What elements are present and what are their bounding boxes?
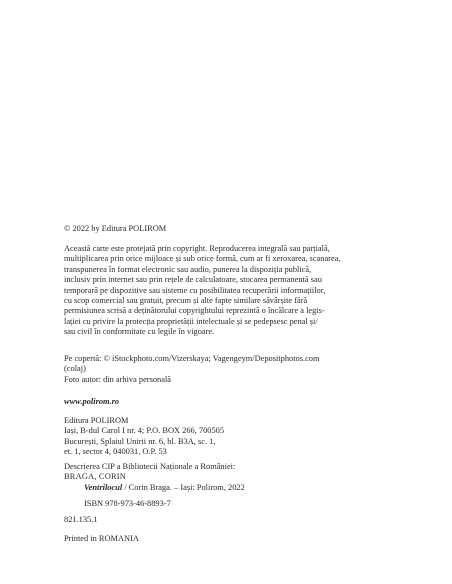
printed-in <box>64 534 388 544</box>
publisher-name: Editura POLIROM <box>64 416 129 425</box>
cip-title-rest: / Corin Braga. – Iași: Polirom, 2022 <box>122 482 245 492</box>
address-line: Iași, B-dul Carol I nr. 4; P.O. BOX 266, 700505 <box>64 426 225 436</box>
rights-line: multiplicarea prin orice mijloace și sub orice formă, cum ar fi xeroxarea, scanarea, <box>64 254 341 264</box>
rights-line: sau civil în conformitate cu legile în vigoare. <box>64 327 215 337</box>
cip-isbn: ISBN 978-973-46-8893-7 <box>84 499 171 509</box>
classification <box>64 515 388 525</box>
cover-credit-line: Pe copertă: © iStockphoto.com/Vizerskaya; Vagengeym/Depositphotos.com <box>64 354 320 363</box>
rights-line: permisiunea scrisă a deținătorului copyrightului reprezintă o încălcare a legis- <box>64 306 325 316</box>
address-line: et. 1, sector 4, 040031, O.P. 53 <box>64 447 167 457</box>
cip-title: Ventrilocul <box>84 482 123 492</box>
website-link: www.polirom.ro <box>64 397 120 406</box>
cover-credit <box>64 354 388 385</box>
cover-credit-line: (colaj) <box>64 364 86 374</box>
printed-in-text: Printed in ROMANIA <box>64 534 139 543</box>
author-photo-credit: Foto autor: din arhiva personală <box>64 374 171 384</box>
classification-code: 821.135.1 <box>64 515 98 524</box>
publisher-address <box>64 416 388 458</box>
rights-line: inclusiv prin internet sau prin rețele de calculatoare, stocarea permanentă sau <box>64 275 322 285</box>
rights-line: cu scop comercial sau gratuit, precum și alte fapte similare săvârșite fără <box>64 296 308 306</box>
rights-line: temporară pe dispozitive sau sisteme cu posibilitatea recuperării informațiilor, <box>64 285 326 295</box>
copyright-line <box>64 224 388 234</box>
copyright-text: © 2022 by Editura POLIROM <box>64 224 167 233</box>
address-line: București, Splaiul Unirii nr. 6, bl. B3A, sc. 1, <box>64 436 216 446</box>
cip-title-line <box>64 483 388 493</box>
website <box>64 397 388 407</box>
rights-line: Această carte este protejată prin copyright. Reproducerea integrală sau parțială, <box>64 244 330 253</box>
rights-line: transpunerea în format electronic sau audio, punerea la dispoziția publică, <box>64 264 312 274</box>
cip-author: BRAGA, CORIN <box>64 472 126 482</box>
cip-heading: Descrierea CIP a Bibliotecii Naționale a României: <box>64 462 236 471</box>
rights-paragraph <box>64 244 388 338</box>
cip-description <box>64 462 388 510</box>
rights-line: lației cu privire la protecția proprietății intelectuale și se pedepsesc penal și/ <box>64 316 318 326</box>
